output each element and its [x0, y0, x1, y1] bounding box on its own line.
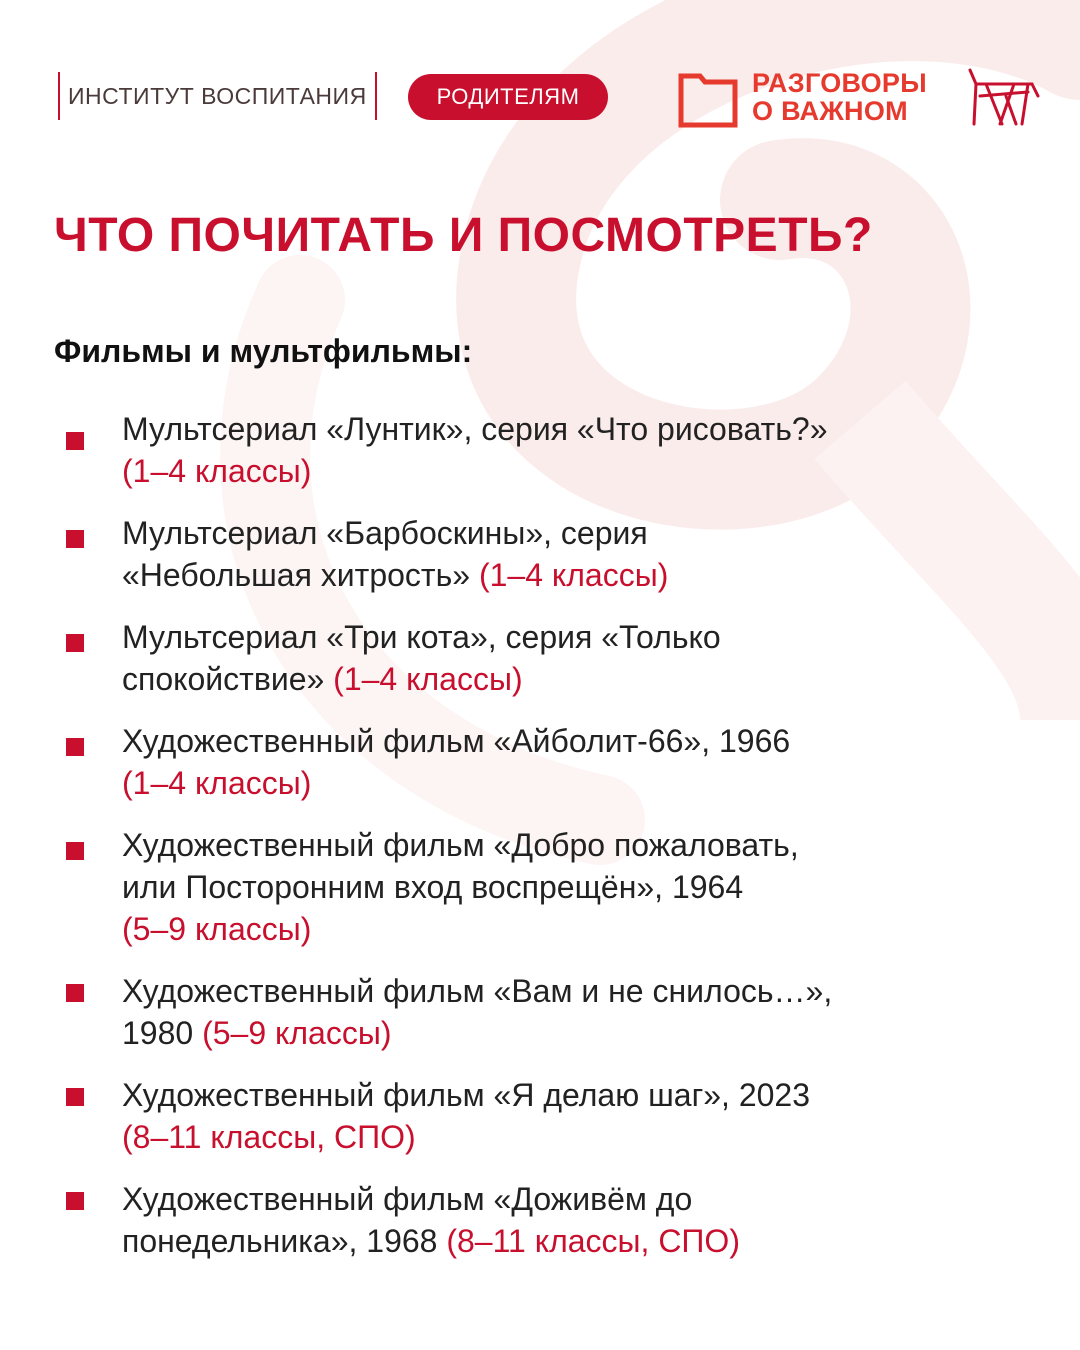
- institute-label: [58, 72, 377, 120]
- grade-label: (1–4 классы): [333, 661, 523, 697]
- item-line: Художественный фильм «Доживём до: [122, 1181, 693, 1217]
- list-bullet: [66, 530, 84, 548]
- item-line: 1980: [122, 1015, 203, 1051]
- list-item-text: [122, 512, 1022, 596]
- item-line: Мультсериал «Лунтик», серия «Что рисовать?»: [122, 411, 828, 447]
- list-bullet: [66, 634, 84, 652]
- item-line: понедельника», 1968: [122, 1223, 447, 1259]
- list-item-text: [122, 720, 1022, 804]
- item-line: «Небольшая хитрость»: [122, 557, 479, 593]
- brand-line-1: РАЗГОВОРЫ: [752, 68, 927, 98]
- item-line: Художественный фильм «Вам и не снилось…»,: [122, 973, 833, 1009]
- grade-label: (1–4 классы): [122, 453, 312, 489]
- list-item-text: [122, 616, 1022, 700]
- list-bullet: [66, 842, 84, 860]
- list-item-text: [122, 1178, 1022, 1262]
- page-title: ЧТО ПОЧИТАТЬ И ПОСМОТРЕТЬ?: [54, 209, 873, 262]
- chair-logo-icon: [962, 66, 1040, 128]
- item-line: Художественный фильм «Добро пожаловать,: [122, 827, 799, 863]
- audience-badge: РОДИТЕЛЯМ: [408, 74, 608, 120]
- list-bullet: [66, 1088, 84, 1106]
- item-line: спокойствие»: [122, 661, 334, 697]
- grade-label: (5–9 классы): [122, 911, 312, 947]
- grade-label: (8–11 классы, СПО): [446, 1223, 740, 1259]
- institute-label-text: ИНСТИТУТ ВОСПИТАНИЯ: [68, 82, 367, 109]
- grade-label: (5–9 классы): [202, 1015, 392, 1051]
- section-heading: Фильмы и мультфильмы:: [54, 333, 473, 369]
- folder-icon: [678, 66, 738, 128]
- list-bullet: [66, 1192, 84, 1210]
- brand-name: [752, 69, 927, 125]
- list-bullet: [66, 432, 84, 450]
- list-item-text: [122, 970, 1022, 1054]
- list-item-text: [122, 408, 1022, 492]
- grade-label: (1–4 классы): [122, 765, 312, 801]
- grade-label: (1–4 классы): [478, 557, 669, 593]
- item-line: Мультсериал «Барбоскины», серия: [122, 515, 648, 551]
- brand-logo: [678, 66, 927, 128]
- item-line: Мультсериал «Три кота», серия «Только: [122, 619, 721, 655]
- list-bullet: [66, 738, 84, 756]
- grade-label: (8–11 классы, СПО): [122, 1119, 416, 1155]
- item-line: или Посторонним вход воспрещён», 1964: [122, 869, 744, 905]
- list-item-text: [122, 824, 1022, 950]
- item-line: Художественный фильм «Я делаю шаг», 2023: [122, 1077, 810, 1113]
- list-item-text: [122, 1074, 1022, 1158]
- list-bullet: [66, 984, 84, 1002]
- brand-line-2: О ВАЖНОМ: [752, 96, 908, 126]
- item-line: Художественный фильм «Айболит-66», 1966: [122, 723, 791, 759]
- header: [0, 0, 1080, 160]
